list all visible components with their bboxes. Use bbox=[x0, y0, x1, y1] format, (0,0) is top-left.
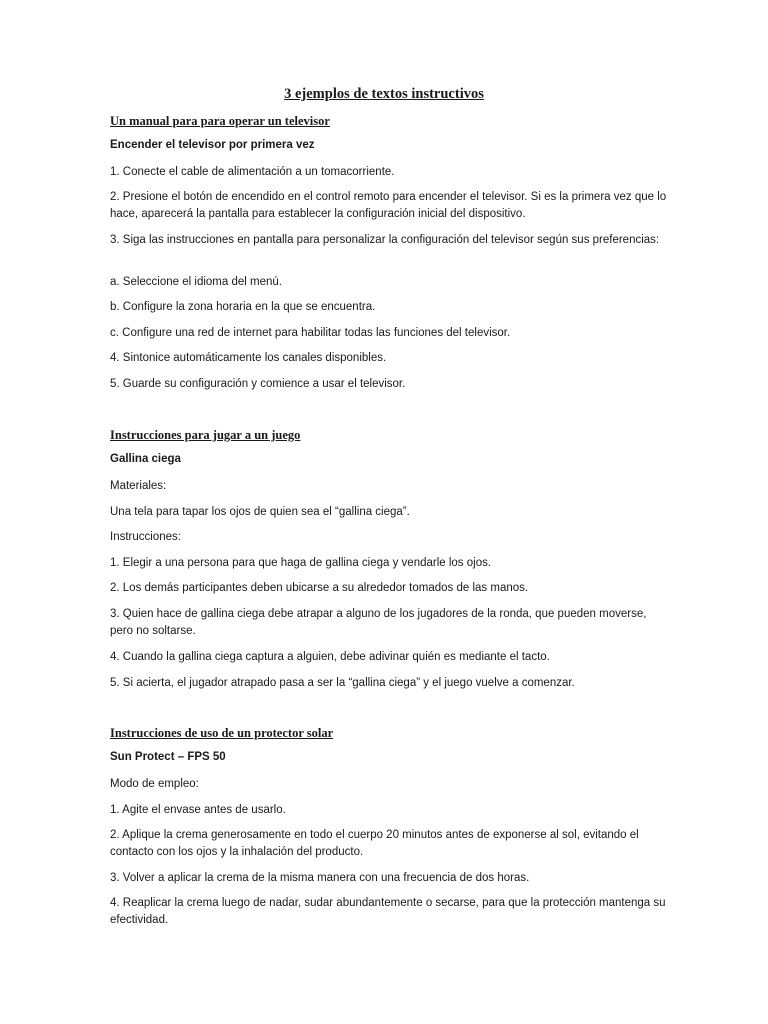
sunscreen-step-1: 1. Agite el envase antes de usarlo. bbox=[110, 804, 286, 816]
section-subheading-sunscreen: Sun Protect – FPS 50 bbox=[110, 751, 226, 763]
section-heading-tv: Un manual para para operar un televisor bbox=[110, 114, 330, 128]
tv-step-1: 1. Conecte el cable de alimentación a un tomacorriente. bbox=[110, 166, 395, 178]
sunscreen-step-4: 4. Reaplicar la crema luego de nadar, sudar abundantemente o secarse, para que la protección mantenga su efectividad. bbox=[110, 897, 666, 926]
game-step-4: 4. Cuando la gallina ciega captura a alguien, debe adivinar quién es mediante el tacto. bbox=[110, 651, 550, 663]
tv-step-4: 4. Sintonice automáticamente los canales disponibles. bbox=[110, 352, 387, 364]
section-subheading-tv: Encender el televisor por primera vez bbox=[110, 139, 315, 151]
section-heading-game: Instrucciones para jugar a un juego bbox=[110, 428, 301, 442]
sunscreen-step-3: 3. Volver a aplicar la crema de la misma manera con una frecuencia de dos horas. bbox=[110, 872, 530, 884]
tv-step-3b: b. Configure la zona horaria en la que se encuentra. bbox=[110, 301, 376, 313]
tv-step-3a: a. Seleccione el idioma del menú. bbox=[110, 276, 282, 288]
section-subheading-game: Gallina ciega bbox=[110, 453, 181, 465]
game-materials: Una tela para tapar los ojos de quien sea el “gallina ciega”. bbox=[110, 506, 410, 518]
document-title: 3 ejemplos de textos instructivos bbox=[284, 86, 484, 102]
tv-step-5: 5. Guarde su configuración y comience a usar el televisor. bbox=[110, 378, 406, 390]
game-step-5: 5. Si acierta, el jugador atrapado pasa a ser la “gallina ciega” y el juego vuelve a comenzar. bbox=[110, 677, 575, 689]
game-instructions-label: Instrucciones: bbox=[110, 531, 181, 543]
section-heading-sunscreen: Instrucciones de uso de un protector solar bbox=[110, 726, 334, 740]
game-materials-label: Materiales: bbox=[110, 480, 167, 492]
tv-step-3: 3. Siga las instrucciones en pantalla para personalizar la configuración del televisor según sus preferencias: bbox=[110, 234, 660, 246]
game-step-2: 2. Los demás participantes deben ubicarse a su alrededor tomados de las manos. bbox=[110, 582, 529, 594]
game-step-1: 1. Elegir a una persona para que haga de gallina ciega y vendarle los ojos. bbox=[110, 557, 492, 569]
tv-step-2: 2. Presione el botón de encendido en el control remoto para encender el televisor. Si es la primera vez que lo hace, aparecerá la pantalla para establecer la configuración inicial del dispositivo. bbox=[110, 191, 667, 220]
sunscreen-usage-label: Modo de empleo: bbox=[110, 778, 199, 790]
tv-step-3c: c. Configure una red de internet para habilitar todas las funciones del televisor. bbox=[110, 327, 511, 339]
sunscreen-step-2: 2. Aplique la crema generosamente en todo el cuerpo 20 minutos antes de exponerse al sol, evitando el contacto con los ojos y la inhalación del producto. bbox=[110, 829, 639, 858]
game-step-3: 3. Quien hace de gallina ciega debe atrapar a alguno de los jugadores de la ronda, que pueden moverse, pero no soltarse. bbox=[110, 608, 647, 637]
